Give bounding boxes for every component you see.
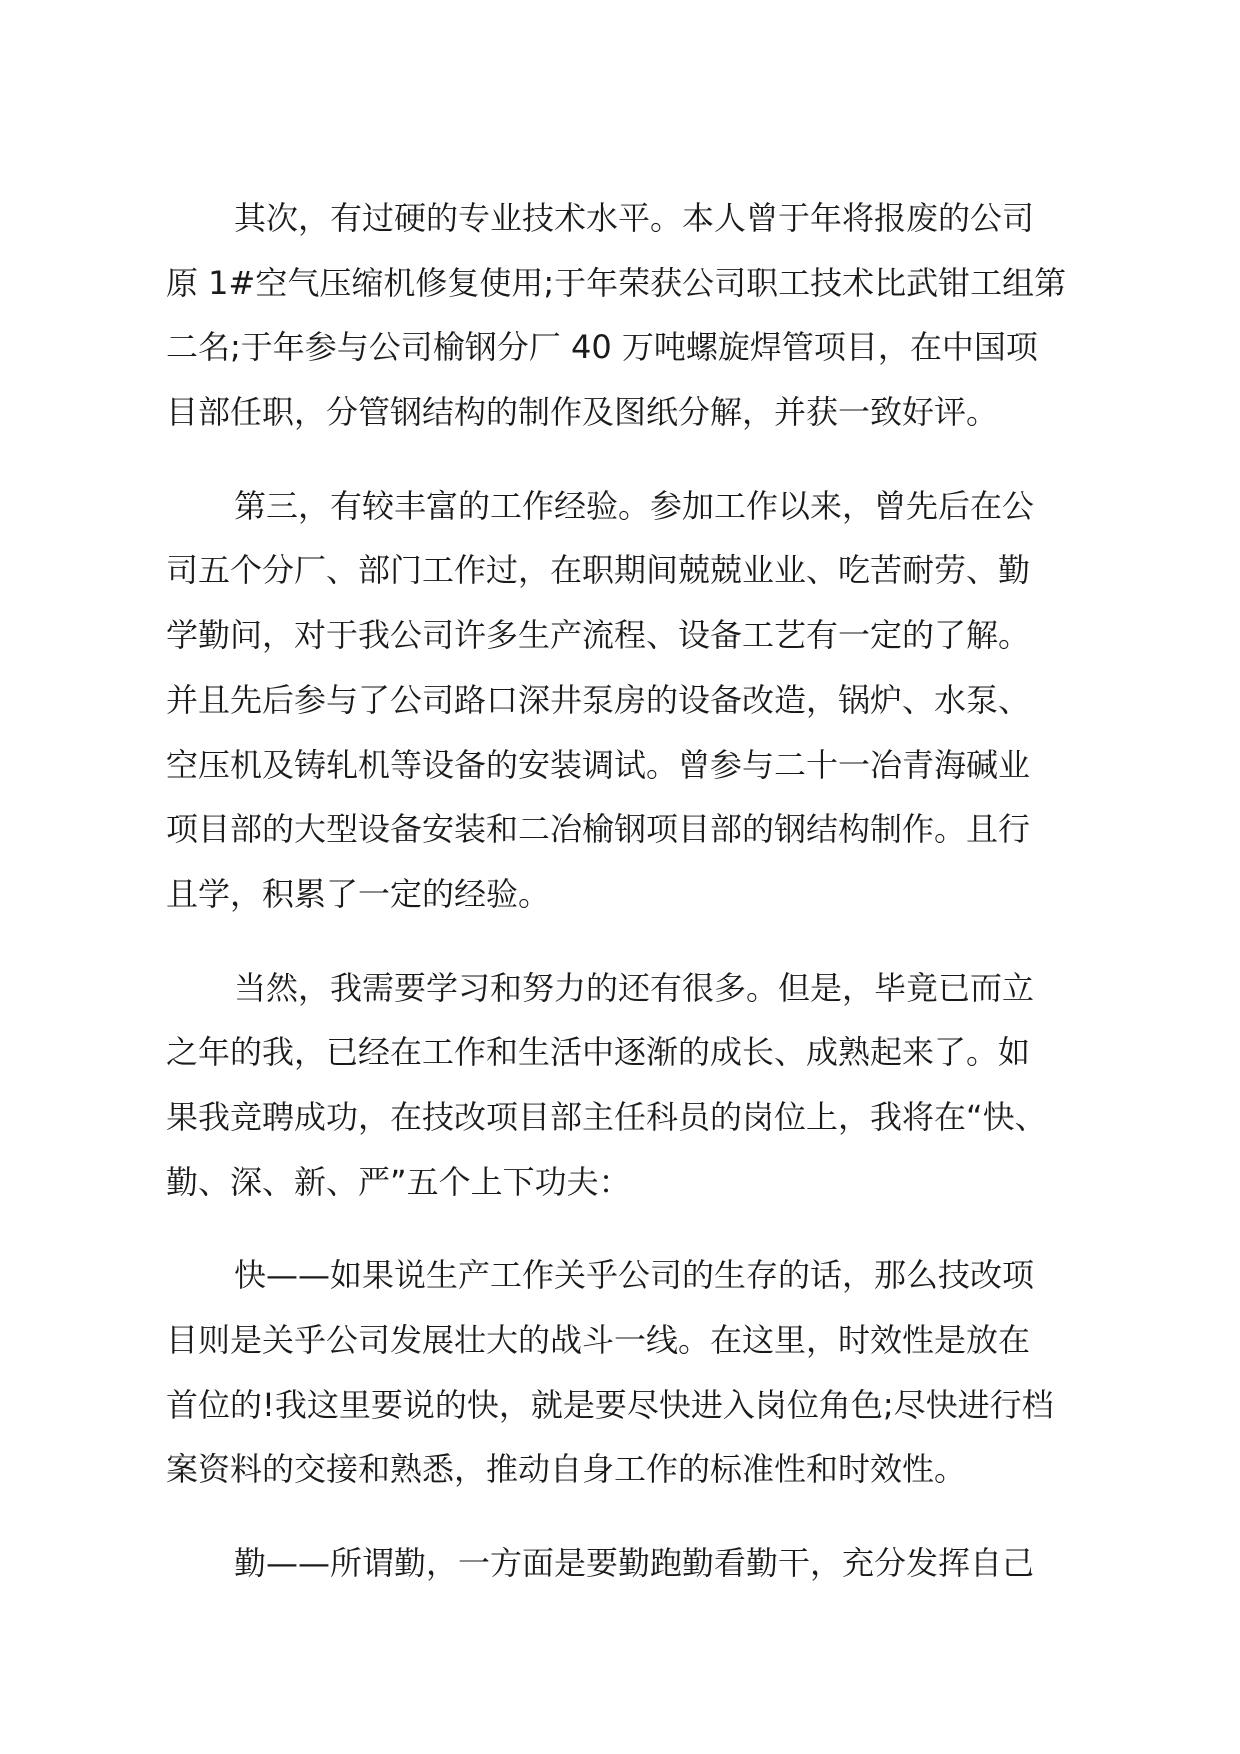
- text-line: 二名;于年参与公司榆钢分厂 40 万吨螺旋焊管项目，在中国项: [166, 328, 1038, 367]
- text-line: 首位的!我这里要说的快，就是要尽快进入岗位角色;尽快进行档: [166, 1385, 1054, 1424]
- paragraph-gap: [166, 1502, 1086, 1531]
- text-line: 勤、深、新、严”五个上下功夫：: [166, 1162, 631, 1201]
- text-line: 其次，有过硬的专业技术水平。本人曾于年将报废的公司: [234, 199, 1035, 237]
- text-line: 原 1#空气压缩机修复使用;于年荣获公司职工技术比武钳工组第: [166, 263, 1067, 302]
- text-line: 项目部的大型设备安装和二冶榆钢项目部的钢结构制作。且行: [166, 810, 1031, 849]
- paragraph: [166, 474, 1086, 927]
- text-line: 并且先后参与了公司路口深井泵房的设备改造，锅炉、水泵、: [166, 680, 1031, 719]
- text-line: 司五个分厂、部门工作过，在职期间兢兢业业、吃苦耐劳、勤: [166, 551, 1031, 590]
- paragraph-gap: [166, 445, 1086, 474]
- text-line: 勤——所谓勤，一方面是要勤跑勤看勤干，充分发挥自己: [234, 1544, 1035, 1583]
- text-line: 学勤问，对于我公司许多生产流程、设备工艺有一定的了解。: [166, 616, 1031, 655]
- text-line: 果我竞聘成功，在技改项目部主任科员的岗位上，我将在“快、: [166, 1097, 1047, 1136]
- paragraph: [166, 1531, 1086, 1596]
- text-line: 之年的我，已经在工作和生活中逐渐的成长、成熟起来了。如: [166, 1033, 1031, 1072]
- text-line: 空压机及铸轧机等设备的安装调试。曾参与二十一冶青海碱业: [166, 745, 1031, 784]
- text-line: 目则是关乎公司发展壮大的战斗一线。在这里，时效性是放在: [166, 1321, 1031, 1359]
- paragraph: [166, 956, 1086, 1215]
- paragraph: [166, 1243, 1086, 1502]
- text-line: 第三，有较丰富的工作经验。参加工作以来，曾先后在公: [234, 486, 1035, 525]
- text-line: 且学，积累了一定的经验。: [166, 874, 551, 913]
- text-line: 快——如果说生产工作关乎公司的生存的话，那么技改项: [234, 1256, 1035, 1295]
- text-line: 当然，我需要学习和努力的还有很多。但是，毕竟已而立: [234, 968, 1035, 1007]
- text-line: 案资料的交接和熟悉，推动自身工作的标准性和时效性。: [166, 1450, 967, 1489]
- document-body: [166, 186, 1086, 1596]
- paragraph-gap: [166, 1214, 1086, 1243]
- paragraph: [166, 186, 1086, 445]
- paragraph-gap: [166, 927, 1086, 956]
- text-line: 目部任职，分管钢结构的制作及图纸分解，并获一致好评。: [166, 393, 999, 432]
